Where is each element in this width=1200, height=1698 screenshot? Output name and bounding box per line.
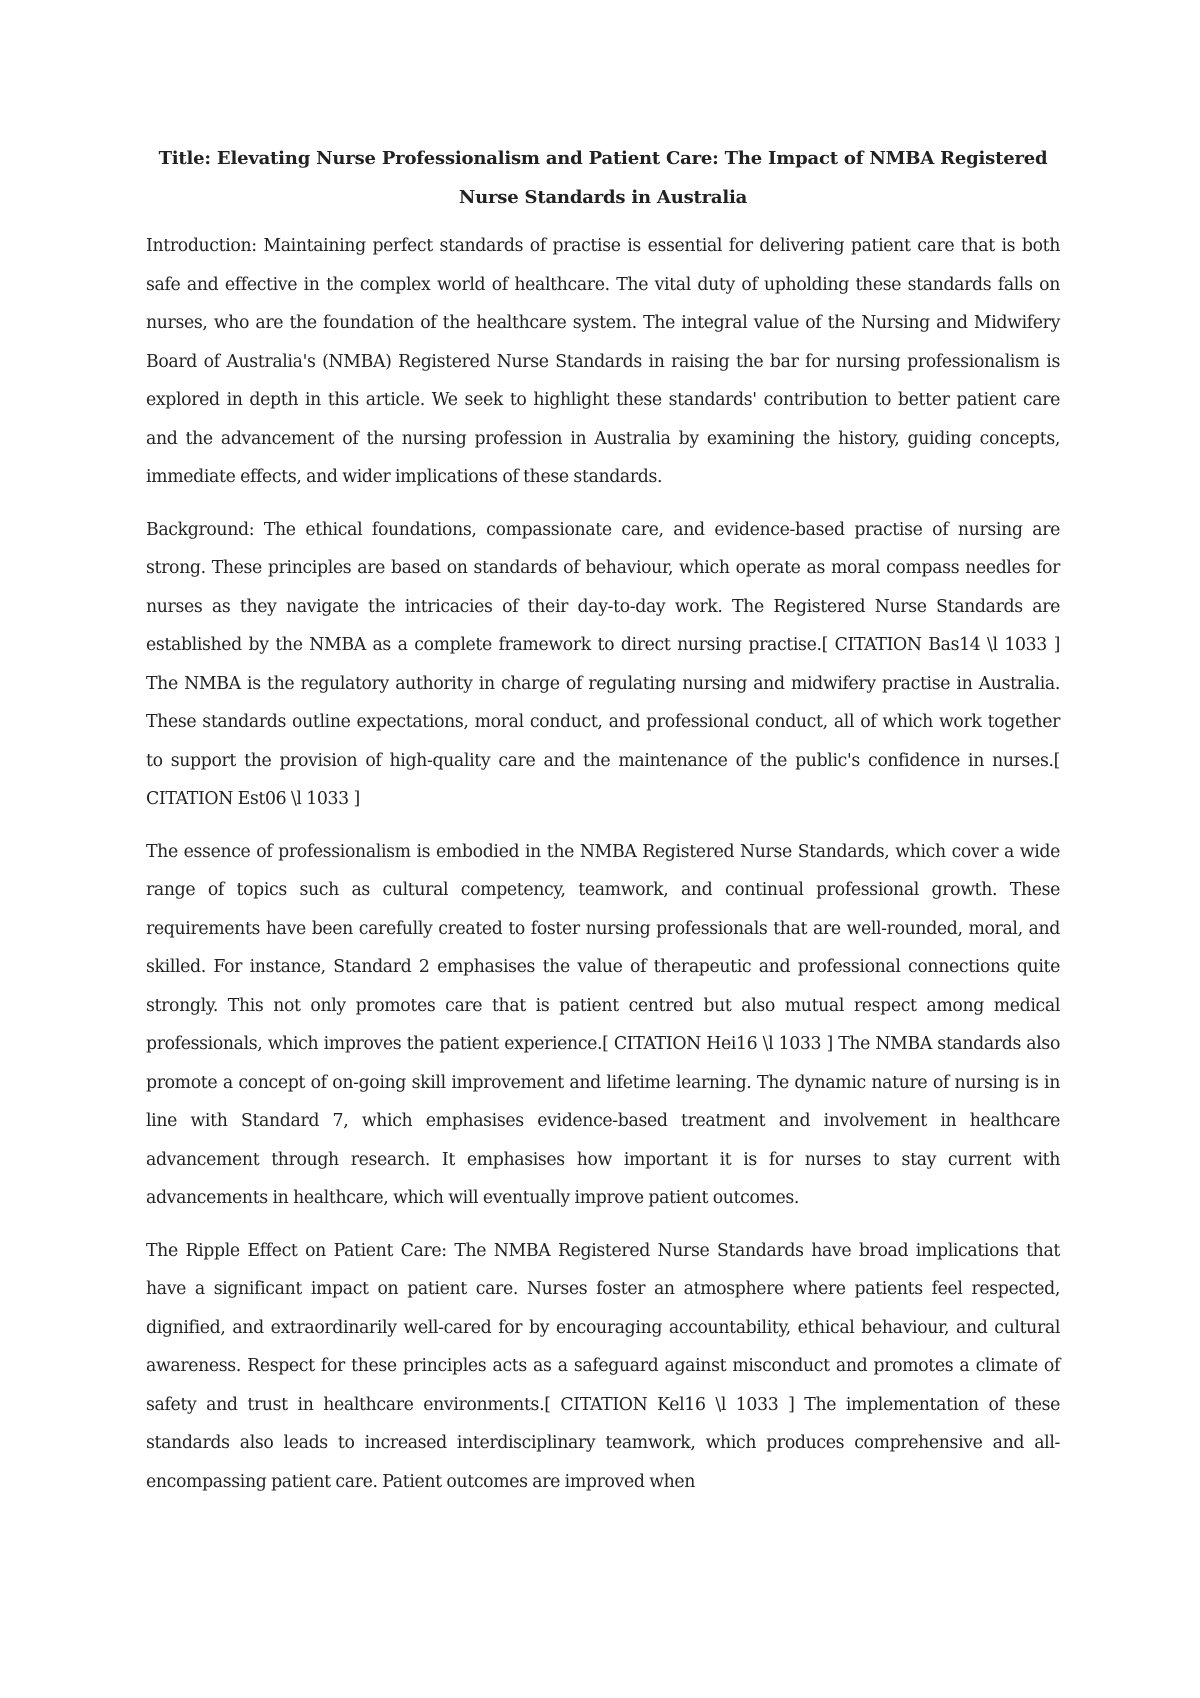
paragraph-professionalism: The essence of professionalism is embodied in the NMBA Registered Nurse Standards, which cover a wide range of topics such as cultural competency, teamwork, and continual professional growth. These requirements have been carefully created to foster nursing professionals that are well-rounded, moral, and skilled. For instance, Standard 2 emphasises the value of therapeutic and professional connections quite strongly. This not only promotes care that is patient centred but also mutual respect among medical professionals, which improves the patient experience.[ CITATION Hei16 \l 1033 ] The NMBA standards also promote a concept of on-going skill improvement and lifetime learning. The dynamic nature of nursing is in line with Standard 7, which emphasises evidence-based treatment and involvement in healthcare advancement through research. It emphasises how important it is for nurses to stay current with advancements in healthcare, which will eventually improve patient outcomes. xyxy=(146,841,1060,1208)
document-title: Title: Elevating Nurse Professionalism and Patient Care: The Impact of NMBA Registered Nurse Standards in Australia xyxy=(158,148,1048,208)
document-page xyxy=(146,140,1060,1515)
paragraph-introduction: Introduction: Maintaining perfect standards of practise is essential for delivering patient care that is both safe and effective in the complex world of healthcare. The vital duty of upholding these standards falls on nurses, who are the foundation of the healthcare system. The integral value of the Nursing and Midwifery Board of Australia's (NMBA) Registered Nurse Standards in raising the bar for nursing professionalism is explored in depth in this article. We seek to highlight these standards' contribution to better patient care and the advancement of the nursing profession in Australia by examining the history, guiding concepts, immediate effects, and wider implications of these standards. xyxy=(146,236,1060,487)
paragraph-background: Background: The ethical foundations, compassionate care, and evidence-based practise of nursing are strong. These principles are based on standards of behaviour, which operate as moral compass needles for nurses as they navigate the intricacies of their day-to-day work. The Registered Nurse Standards are established by the NMBA as a complete framework to direct nursing practise.[ CITATION Bas14 \l 1033 ] The NMBA is the regulatory authority in charge of regulating nursing and midwifery practise in Australia. These standards outline expectations, moral conduct, and professional conduct, all of which work together to support the provision of high-quality care and the maintenance of the public's confidence in nurses.[ CITATION Est06 \l 1033 ] xyxy=(146,519,1060,809)
paragraph-ripple-effect: The Ripple Effect on Patient Care: The NMBA Registered Nurse Standards have broad implications that have a significant impact on patient care. Nurses foster an atmosphere where patients feel respected, dignified, and extraordinarily well-cared for by encouraging accountability, ethical behaviour, and cultural awareness. Respect for these principles acts as a safeguard against misconduct and promotes a climate of safety and trust in healthcare environments.[ CITATION Kel16 \l 1033 ] The implementation of these standards also leads to increased interdisciplinary teamwork, which produces comprehensive and all-encompassing patient care. Patient outcomes are improved when xyxy=(146,1240,1060,1492)
